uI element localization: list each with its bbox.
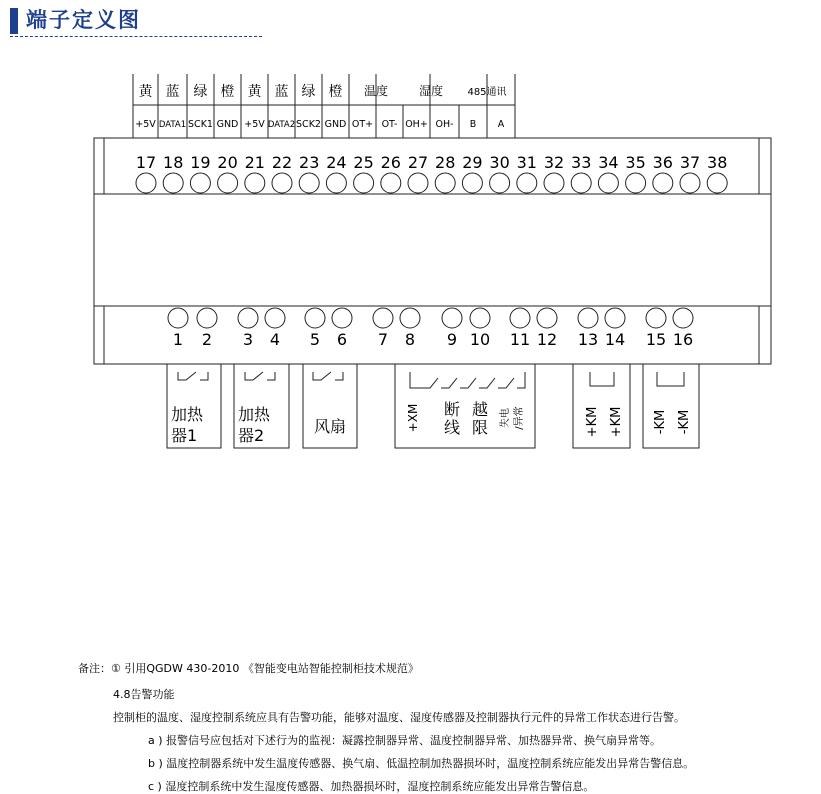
terminal-screw: [326, 173, 346, 193]
terminal-screw: [470, 308, 490, 328]
terminal-number: 24: [326, 153, 347, 172]
terminal-number: 19: [190, 153, 211, 172]
terminal-screw: [272, 173, 292, 193]
terminal-screw: [462, 173, 482, 193]
km-plus-label-2: +KM: [609, 406, 624, 438]
terminal-number: 32: [543, 153, 565, 172]
terminal-number: 20: [217, 153, 238, 172]
alarm-break-line-label-2: 线: [444, 418, 461, 437]
signal-label: SCK2: [296, 119, 321, 130]
wire-color-label: 橙: [220, 84, 235, 100]
note-item-b: b ) 温度控制器系统中发生温度传感器、换气扇、低温控制加热器损坏时，温度控制系统应能发出异常告警信息。: [148, 757, 695, 770]
terminal-screw: [408, 173, 428, 193]
note-paragraph: 控制柜的温度、湿度控制系统应具有告警功能，能够对温度、湿度传感器及控制器执行元件的异常工作状态进行告警。: [113, 711, 685, 724]
terminal-number: 36: [652, 153, 673, 172]
terminal-number: 1: [172, 330, 184, 349]
terminal-screw: [673, 308, 693, 328]
terminal-number: 4: [269, 330, 281, 349]
terminal-number: 13: [577, 330, 599, 349]
signal-label: DATA1: [158, 120, 187, 130]
heater1-label-line2: 器1: [171, 426, 198, 445]
alarm-power-loss-label: 失电: [500, 408, 511, 428]
terminal-screw: [571, 173, 591, 193]
terminal-screw: [305, 308, 325, 328]
terminal-number: 27: [407, 153, 429, 172]
wire-color-label: 蓝: [274, 84, 289, 100]
terminal-number: 25: [353, 153, 374, 172]
alarm-contacts-icon: [410, 372, 525, 388]
terminal-number: 16: [672, 330, 694, 349]
top-terminal-row: [136, 153, 728, 193]
terminal-number: 21: [244, 153, 265, 172]
wire-color-label: 蓝: [165, 84, 180, 100]
note-item-c: c ) 湿度控制系统中发生湿度传感器、加热器损坏时，湿度控制系统应能发出异常告警信息。: [148, 780, 595, 793]
terminal-screw: [190, 173, 210, 193]
note-reference: 备注：① 引用QGDW 430-2010 《智能变电站智能控制柜技术规范》: [78, 662, 419, 675]
terminal-number: 3: [242, 330, 254, 349]
terminal-number: 8: [404, 330, 416, 349]
terminal-number: 22: [271, 153, 293, 172]
km-plus-label-1: +KM: [585, 406, 600, 438]
connection-boxes: [167, 364, 699, 448]
terminal-number: 17: [135, 153, 157, 172]
terminal-screw: [299, 173, 319, 193]
terminal-number: 38: [707, 153, 728, 172]
signal-label: SCK1: [188, 119, 213, 130]
terminal-number: 34: [598, 153, 619, 172]
block-bottom-rail: [94, 306, 771, 364]
heater2-label-line1: 加热: [238, 405, 271, 424]
terminal-number: 23: [299, 153, 320, 172]
terminal-screw: [510, 308, 530, 328]
terminal-screw: [653, 173, 673, 193]
bottom-terminal-row: [168, 308, 693, 349]
note-item-a: a ) 报警信号应包括对下述行为的监视：凝露控制器异常、温度控制器异常、加热器异常、换气扇异常等。: [148, 734, 662, 747]
signal-label: GND: [324, 119, 347, 130]
terminal-screw: [168, 308, 188, 328]
terminal-number: 11: [509, 330, 531, 349]
terminal-screw: [680, 173, 700, 193]
relay-contact-icon: [313, 372, 343, 380]
terminal-screw: [245, 173, 265, 193]
km-minus-label-2: -KM: [677, 409, 692, 435]
terminal-number: 35: [625, 153, 646, 172]
terminal-screw: [238, 308, 258, 328]
signal-label: OT-: [381, 119, 398, 130]
terminal-screw: [373, 308, 393, 328]
signal-label: GND: [216, 119, 239, 130]
wire-color-label: 绿: [193, 84, 208, 100]
wire-color-label: 黄: [247, 84, 262, 100]
wire-color-label: 橙: [328, 84, 343, 100]
terminal-number: 31: [516, 153, 537, 172]
terminal-number: 5: [309, 330, 321, 349]
terminal-screw: [400, 308, 420, 328]
terminal-screw: [626, 173, 646, 193]
terminal-screw: [435, 173, 455, 193]
terminal-screw: [136, 173, 156, 193]
note-section-heading: 4.8告警功能: [113, 688, 175, 701]
wire-table: [133, 74, 515, 138]
signal-group-label: 485通讯: [467, 87, 507, 98]
terminal-number: 14: [604, 330, 626, 349]
terminal-screw: [537, 308, 557, 328]
terminal-screw: [381, 173, 401, 193]
terminal-number: 15: [645, 330, 667, 349]
km-minus-label-1: -KM: [653, 409, 668, 435]
terminal-screw: [707, 173, 727, 193]
terminal-number: 29: [462, 153, 483, 172]
signal-label: OH-: [435, 119, 454, 130]
signal-label: +5V: [135, 119, 156, 130]
relay-contact-icon: [178, 372, 208, 380]
terminal-screw: [218, 173, 238, 193]
alarm-xm-label: +XM: [406, 403, 420, 433]
terminal-number: 12: [536, 330, 558, 349]
terminal-number: 2: [201, 330, 213, 349]
terminal-screw: [578, 308, 598, 328]
alarm-abnormal-label: /异常: [514, 406, 525, 430]
signal-group-label: 温度: [363, 84, 389, 98]
km-minus-box: [643, 364, 699, 448]
signal-label: A: [497, 119, 505, 130]
terminal-number: 18: [163, 153, 184, 172]
wire-color-label: 绿: [301, 84, 316, 100]
terminal-number: 9: [446, 330, 458, 349]
fan-label: 风扇: [313, 417, 347, 436]
terminal-number: 6: [336, 330, 348, 349]
terminal-screw: [354, 173, 374, 193]
terminal-screw: [544, 173, 564, 193]
terminal-number: 26: [380, 153, 401, 172]
terminal-number: 37: [679, 153, 701, 172]
signal-label: OH+: [405, 119, 428, 130]
page-title: 端子定义图: [26, 7, 141, 32]
terminal-screw: [442, 308, 462, 328]
terminal-screw: [197, 308, 217, 328]
terminal-number: 30: [489, 153, 510, 172]
signal-label: OT+: [351, 119, 374, 130]
terminal-screw: [517, 173, 537, 193]
signal-label: B: [469, 119, 477, 130]
terminal-number: 33: [571, 153, 592, 172]
terminal-number: 10: [469, 330, 491, 349]
terminal-number: 7: [377, 330, 389, 349]
terminal-screw: [265, 308, 285, 328]
alarm-over-limit-label: 越: [472, 400, 489, 419]
terminal-screw: [332, 308, 352, 328]
heater2-label-line2: 器2: [238, 426, 265, 445]
terminal-number: 28: [435, 153, 456, 172]
terminal-screw: [163, 173, 183, 193]
terminal-screw: [605, 308, 625, 328]
alarm-break-line-label: 断: [444, 400, 461, 419]
terminal-screw: [490, 173, 510, 193]
wire-color-label: 黄: [138, 84, 153, 100]
km-minus-symbol: [657, 372, 684, 386]
signal-label: +5V: [244, 119, 265, 130]
signal-group-label: 湿度: [418, 84, 444, 98]
km-plus-symbol: [590, 372, 614, 386]
signal-label: DATA2: [267, 120, 296, 130]
alarm-over-limit-label-2: 限: [472, 418, 489, 437]
terminal-screw: [646, 308, 666, 328]
terminal-screw: [598, 173, 618, 193]
heater1-label-line1: 加热: [171, 405, 204, 424]
relay-contact-icon: [245, 372, 275, 380]
